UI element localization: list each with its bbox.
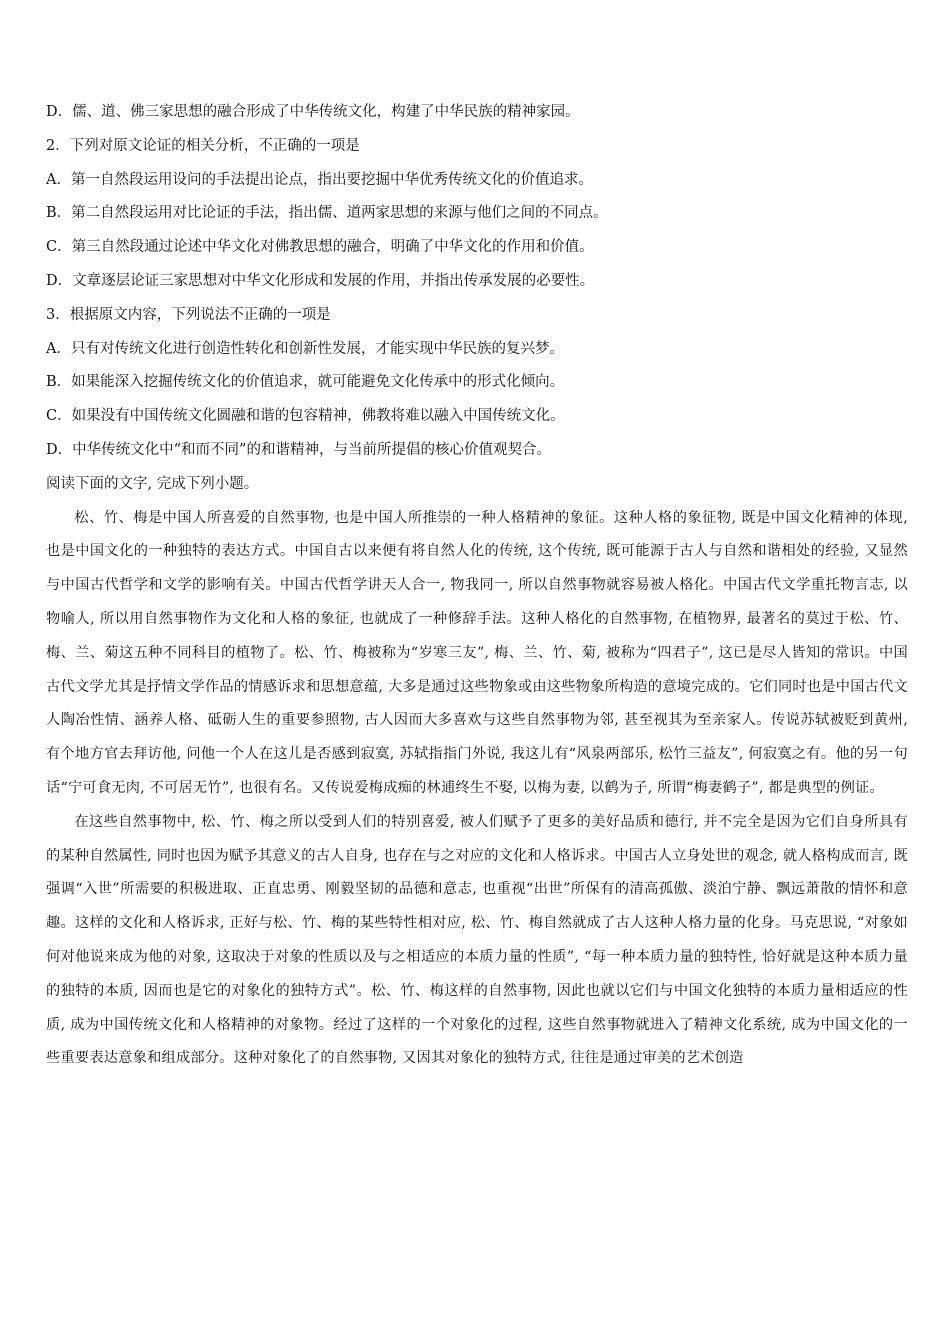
- passage-paragraph: 松、竹、梅是中国人所喜爱的自然事物, 也是中国人所推崇的一种人格精神的象征。这种人格的象征物, 既是中国文化精神的体现, 也是中国文化的一种独特的表达方式。中国自古以来便有将自然人化的传统, 这个传统, 既可能源于古人与自然和谐相处的经验, 又显然与中国古代哲学和文学的影响有关。中国古代哲学讲天人合一, 物我同一, 所以自然事物就容易被人格化。中国古代文学重托物言志, 以物喻人, 所以用自然事物作为文化和人格的象征, 也就成了一种修辞手法。这种人格化的自然事物, 在植物界, 最著名的莫过于松、竹、梅、兰、菊这五种不同科目的植物了。松、竹、梅被称为“岁寒三友”, 梅、兰、竹、菊, 被称为“四君子”, 这已是尽人皆知的常识。中国古代文学尤其是抒情文学作品的情感诉求和思想意蕴, 大多是通过这些物象或由这些物象所构造的意境完成的。它们同时也是中国古代文人陶冶性情、涵养人格、砥砺人生的重要参照物, 古人因而大多喜欢与这些自然事物为邻, 甚至视其为至亲家人。传说苏轼被贬到黄州, 有个地方官去拜访他, 问他一个人在这儿是否感到寂寞, 苏轼指指门外说, 我这儿有“风泉两部乐, 松竹三益友”, 何寂寞之有。他的另一句话“宁可食无肉, 不可居无竹”, 也很有名。又传说爱梅成痴的林逋终生不娶, 以梅为妻, 以鹤为子, 所谓“梅妻鹤子”, 都是典型的例证。: [46, 509, 908, 796]
- option-line: A．只有对传统文化进行创造性转化和创新性发展，才能实现中华民族的复兴梦。: [46, 340, 564, 357]
- option-line: B．如果能深入挖掘传统文化的价值追求，就可能避免文化传承中的形式化倾向。: [46, 374, 565, 391]
- option-line: D．儒、道、佛三家思想的融合形成了中华传统文化，构建了中华民族的精神家园。: [46, 104, 580, 120]
- option-line: A．第一自然段运用设问的手法提出论点，指出要挖掘中华优秀传统文化的价值追求。: [46, 171, 593, 188]
- option-line: C．如果没有中国传统文化圆融和谐的包容精神，佛教将难以融入中国传统文化。: [46, 408, 565, 425]
- option-line: D．文章逐层论证三家思想对中华文化形成和发展的作用，并指出传承发展的必要性。: [46, 272, 595, 289]
- question-block: [46, 96, 908, 502]
- reading-instruction: 阅读下面的文字, 完成下列小题。: [46, 475, 259, 492]
- passage-paragraph: 在这些自然事物中, 松、竹、梅之所以受到人们的特别喜爱, 被人们赋予了更多的美好品质和德行, 并不完全是因为它们自身所具有的某种自然属性, 同时也因为赋予其意义的古人自身, 也存在与之对应的文化和人格诉求。中国古人立身处世的观念, 就人格构成而言, 既强调“入世”所需要的积极进取、正直忠勇、刚毅坚韧的品德和意志, 也重视“出世”所保有的清高孤傲、淡泊宁静、飘远萧散的情怀和意趣。这样的文化和人格诉求, 正好与松、竹、梅的某些特性相对应, 松、竹、梅自然就成了古人这种人格力量的化身。马克思说, “对象如何对他说来成为他的对象, 这取决于对象的性质以及与之相适应的本质力量的性质”, “每一种本质力量的独特性, 恰好就是这种本质力量的独特的本质, 因而也是它的对象化的独特方式”。松、竹、梅这样的自然事物, 因此也就以它们与中国文化独特的本质力量相适应的性质, 成为中国传统文化和人格精神的对象物。经过了这样的一个对象化的过程, 这些自然事物就进入了精神文化系统, 成为中国文化的一些重要表达意象和组成部分。这种对象化了的自然事物, 又因其对象化的独特方式, 往往是通过审美的艺术创造: [46, 813, 908, 1067]
- document-page: [46, 96, 908, 1076]
- option-line: C．第三自然段通过论述中华文化对佛教思想的融合，明确了中华文化的作用和价值。: [46, 239, 594, 256]
- option-line: D．中华传统文化中“和而不同”的和谐精神，与当前所提倡的核心价值观契合。: [46, 441, 551, 458]
- option-line: B．第二自然段运用对比论证的手法，指出儒、道两家思想的来源与他们之间的不同点。: [46, 205, 608, 222]
- question-stem: 2．下列对原文论证的相关分析，不正确的一项是: [46, 137, 360, 154]
- reading-passage: [46, 502, 908, 1077]
- question-stem: 3．根据原文内容，下列说法不正确的一项是: [46, 306, 331, 323]
